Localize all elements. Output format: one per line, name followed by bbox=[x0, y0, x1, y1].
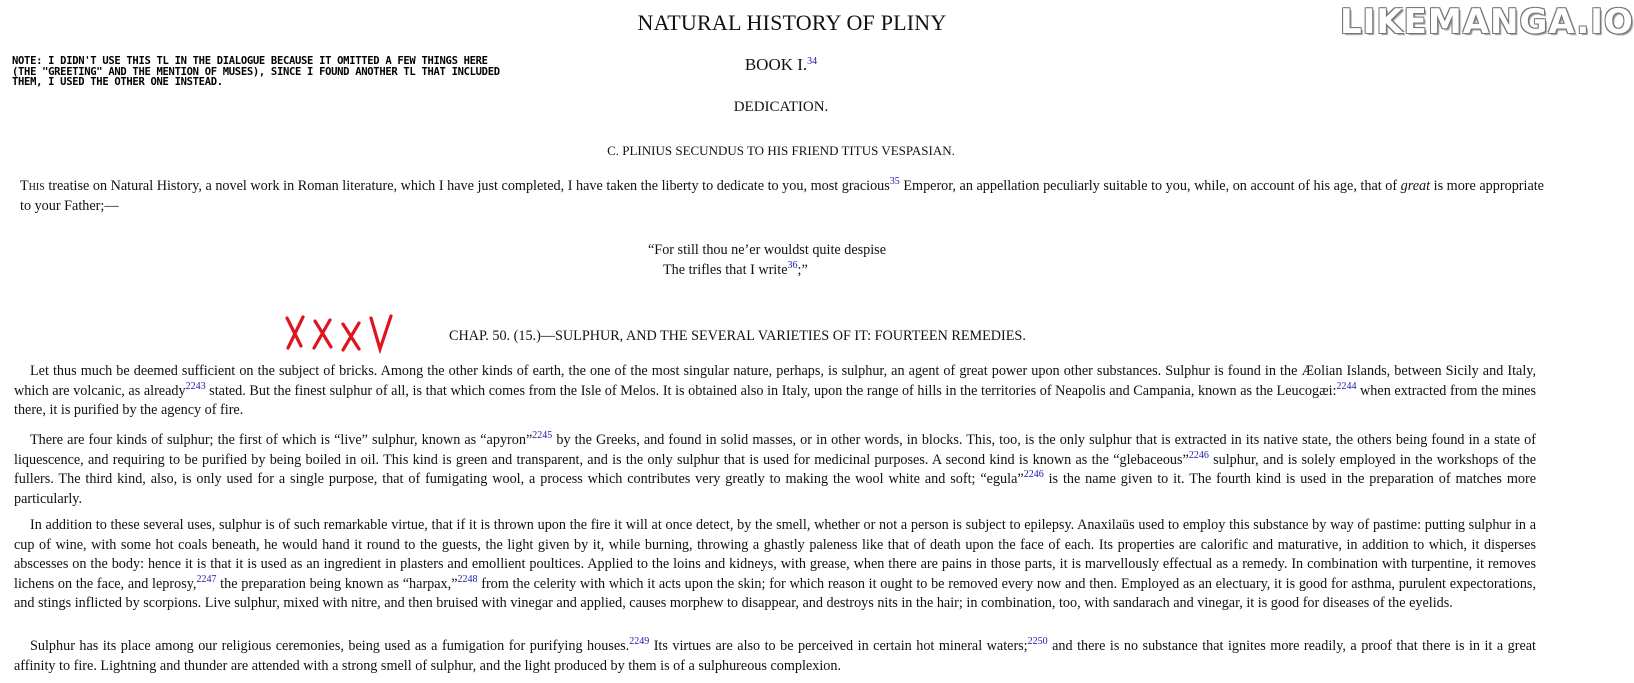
footnote-link[interactable]: 2248 bbox=[457, 573, 478, 585]
paragraph-text: Sulphur has its place among our religious ceremonies, being used as a fumigation for purifying houses. bbox=[30, 638, 630, 654]
footnote-link[interactable]: 2244 bbox=[1336, 380, 1357, 392]
paragraph-3 bbox=[14, 516, 1536, 614]
footnote-link[interactable]: 2246 bbox=[1023, 469, 1044, 480]
emphasis-text: great bbox=[1400, 178, 1431, 194]
handwritten-roman-numeral bbox=[283, 312, 395, 354]
footnote-link[interactable]: 35 bbox=[889, 176, 900, 187]
footnote-link[interactable]: 34 bbox=[807, 56, 818, 67]
paragraph-text: sulphur, and is solely employed in the workshops of the fullers. The third kind, also, is only used for a single purpose, that of fumigating wool, a process which contributes very greatly to making the wool white and soft; “egula” bbox=[14, 451, 1537, 487]
paragraph-text: In addition to these several uses, sulphur is of such remarkable virtue, that if it is thrown upon the fire it will at once detect, by the smell, whether or not a person is subject to epilepsy. Anaxilaüs used to employ this substance by way of pastime: putting sulphur in a cup of wine, with some hot coals beneath, he would hand it round to the guests, the light given by it, while burning, throwing a ghastly paleness like that of death upon the face of each. Its properties are calorific and maturative, in addition to which, it disperses abscesses on the body: hence it is that it is used as an ingredient in plasters and emollient poultices. Applied to the loins and kidneys, with grease, when there are pains in those parts, it is marvellously effectual as a remedy. In combination with turpentine, it removes lichens on the face, and leprosy, bbox=[14, 517, 1536, 592]
intro-text: treatise on Natural History, a novel work in Roman literature, which I have just completed, I have taken the liberty to dedicate to you, most gracious bbox=[44, 178, 890, 194]
footnote-link[interactable]: 2243 bbox=[185, 380, 206, 392]
footnote-link[interactable]: 2245 bbox=[532, 430, 553, 441]
paragraph-text: Its virtues are also to be perceived in certain hot mineral waters; bbox=[649, 638, 1028, 654]
paragraph-2 bbox=[14, 431, 1536, 509]
watermark-logo: LIKEMANGA.IO bbox=[1340, 2, 1634, 42]
paragraph-1 bbox=[14, 362, 1536, 421]
poem-line-2 bbox=[648, 260, 886, 280]
footnote-link[interactable]: 2247 bbox=[196, 573, 217, 585]
paragraph-text: when extracted from the mines there, it is purified by the agency of fire. bbox=[14, 382, 1536, 418]
paragraph-text: is the name given to it. The fourth kind is used in the preparation of matches more particularly. bbox=[14, 471, 1536, 507]
paragraph-text: and there is no substance that ignites more readily, a proof that there is in it a great affinity to fire. Lightning and thunder are attended with a strong smell of sulphur, and the light produced by them is of a sulphureous complexion. bbox=[14, 638, 1536, 674]
dropcap-word: This bbox=[20, 178, 45, 194]
address-line: C. PLINIUS SECUNDUS TO HIS FRIEND TITUS VESPASIAN. bbox=[607, 143, 955, 158]
page-title: NATURAL HISTORY OF PLINY bbox=[637, 10, 947, 35]
poem-quote bbox=[648, 240, 886, 280]
footnote-link[interactable]: 2246 bbox=[1188, 449, 1209, 461]
paragraph-text: the preparation being known as “harpax,” bbox=[216, 575, 458, 592]
footnote-link[interactable]: 36 bbox=[787, 260, 798, 271]
paragraph-text: stated. But the finest sulphur of all, is that which comes from the Isle of Melos. It is obtained also in Italy, upon the range of hills in the territories of Neapolis and Campania, known as the Leucogæi: bbox=[205, 382, 1337, 399]
paragraph-text: There are four kinds of sulphur; the first of which is “live” sulphur, known as “apyron” bbox=[30, 432, 533, 448]
intro-text: is more appropriate to your Father;— bbox=[20, 178, 1544, 214]
book-heading bbox=[0, 55, 1562, 75]
intro-text: Emperor, an appellation peculiarly suitable to you, while, on account of his age, that of bbox=[899, 178, 1401, 194]
translator-note: NOTE: I DIDN'T USE THIS TL IN THE DIALOGUE BECAUSE IT OMITTED A FEW THINGS HERE (THE "GREETING" AND THE MENTION OF MUSES), SINCE I FOUND ANOTHER TL THAT INCLUDED THEM, I USED THE OTHER ONE INSTEAD. bbox=[12, 55, 500, 88]
paragraph-text: from the celerity with which it acts upon the skin; for which reason it ought to be removed every now and then. Employed as an electuary, it is good for asthma, purulent expectorations, and stings inflicted by scorpions. Live sulphur, mixed with nitre, and then bruised with vinegar and applied, causes morphew to disappear, and destroys nits in the hair; in combination, too, with sandarach and vinegar, it is good for diseases of the eyelids. bbox=[14, 575, 1536, 611]
paragraph-4 bbox=[14, 637, 1536, 676]
paragraph-text: by the Greeks, and found in solid masses, or in other words, in blocks. This, too, is the only sulphur that is extracted in its native state, the others being found in a state of liquescence, and requiring to be purified by being boiled in oil. This kind is green and transparent, and is the only sulphur that is used for medicinal purposes. A second kind is known as the “glebaceous” bbox=[14, 432, 1536, 468]
footnote-link[interactable]: 2250 bbox=[1027, 636, 1048, 647]
intro-paragraph bbox=[20, 177, 1544, 216]
poem-line-2-text: The trifles that I write bbox=[663, 262, 788, 278]
poem-line-1: “For still thou ne’er wouldst quite despise bbox=[648, 242, 887, 258]
book-label: BOOK I. bbox=[744, 55, 808, 74]
dedication-heading: DEDICATION. bbox=[733, 99, 829, 115]
poem-line-2-end: ;” bbox=[797, 262, 808, 278]
paragraph-text: Let thus much be deemed sufficient on the subject of bricks. Among the other kinds of earth, the one of the most singular nature, perhaps, is sulphur, an agent of great power upon other substances. Sulphur is found in the Æolian Islands, between Sicily and Italy, which are volcanic, as already bbox=[14, 363, 1536, 399]
chapter-heading: CHAP. 50. (15.)—SULPHUR, AND THE SEVERAL VARIETIES OF IT: FOURTEEN REMEDIES. bbox=[449, 328, 1026, 344]
footnote-link[interactable]: 2249 bbox=[629, 636, 650, 647]
